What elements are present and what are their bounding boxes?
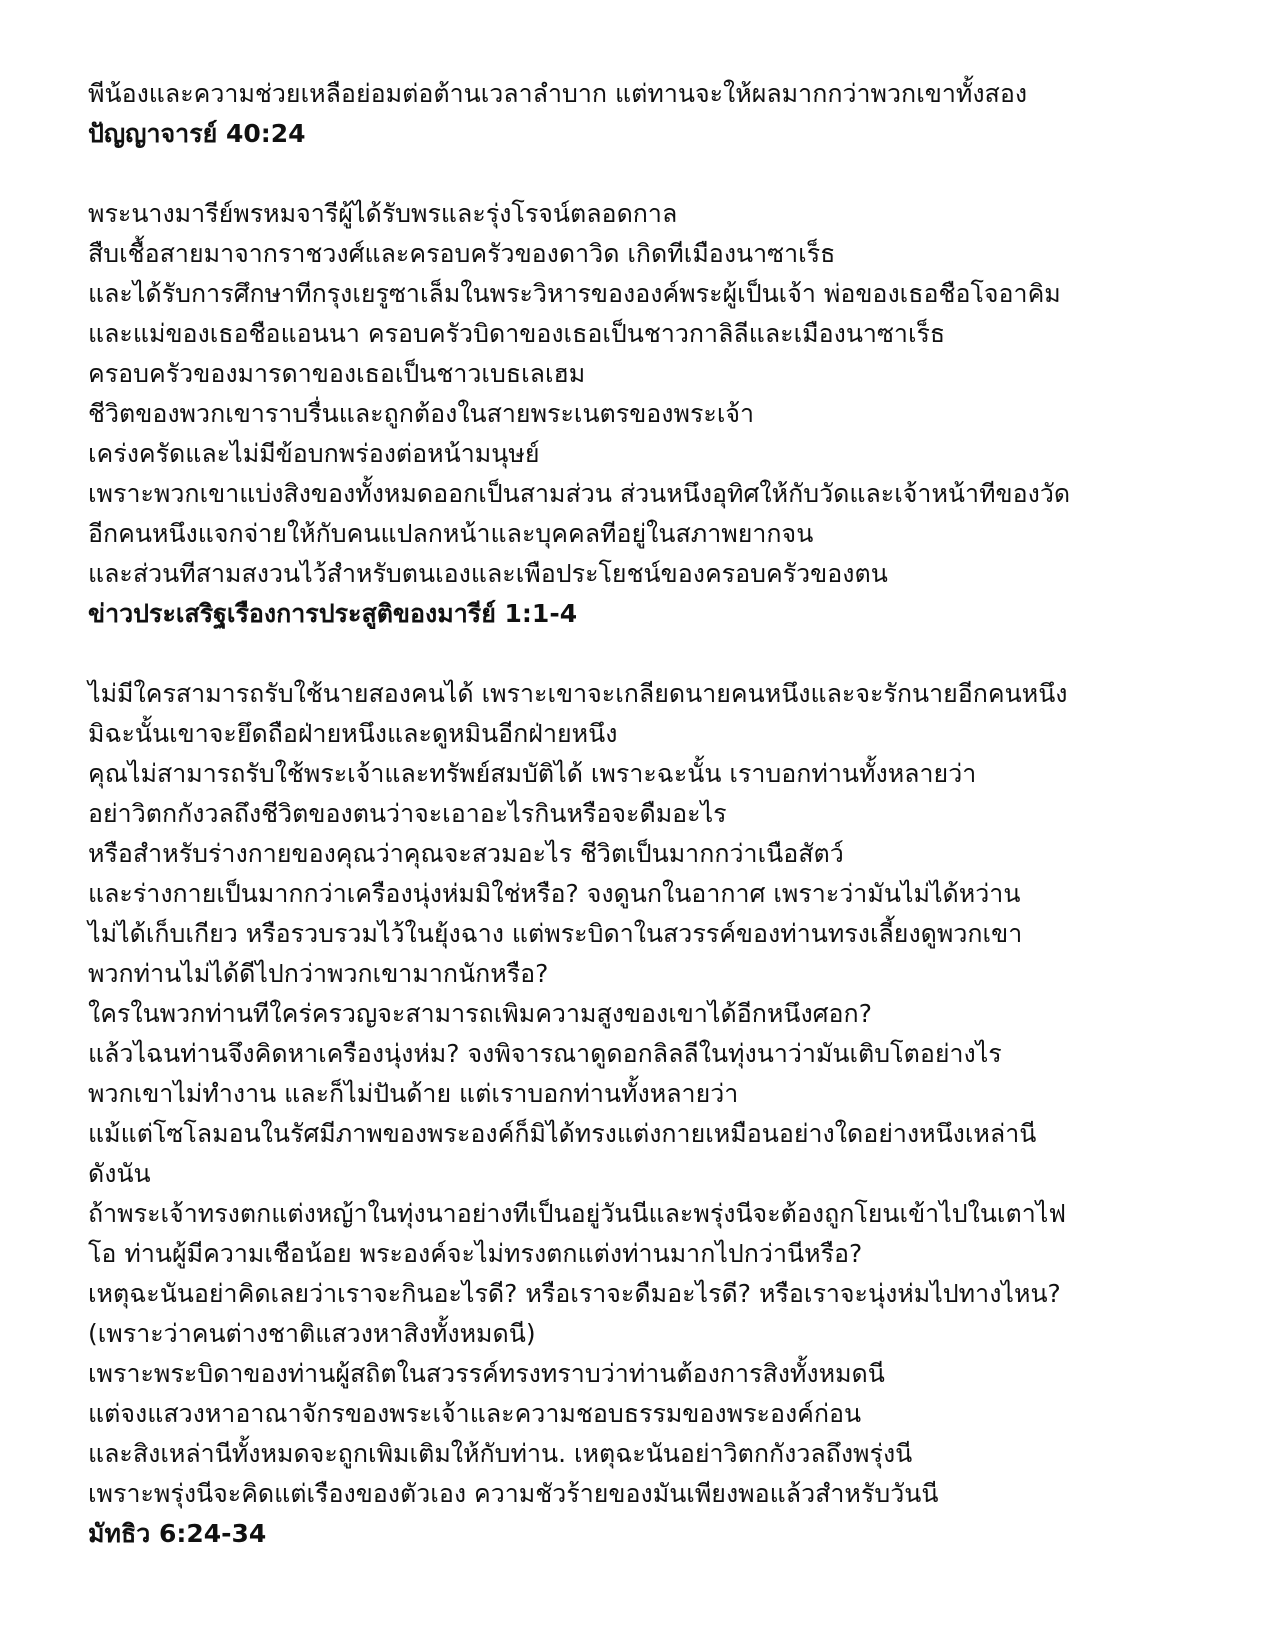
passage-line: มิฉะนั้นเขาจะยึดถือฝ่ายหนึงและดูหมินอีกฝ่ายหนึง — [88, 719, 618, 748]
passage-ecclesiasticus — [88, 74, 1238, 154]
passage-line: เพราะพระบิดาของท่านผู้สถิตในสวรรค์ทรงทราบว่าท่านต้องการสิงทั้งหมดนี — [88, 1359, 885, 1388]
passage-line: แต่จงแสวงหาอาณาจักรของพระเจ้าและความชอบธรรมของพระองค์ก่อน — [88, 1399, 862, 1428]
passage-line: ถ้าพระเจ้าทรงตกแต่งหญ้าในทุ่งนาอย่างทีเป็นอยู่วันนีและพรุ่งนีจะต้องถูกโยนเข้าไปในเตาไฟ — [88, 1199, 1067, 1228]
passage-line: คุณไม่สามารถรับใช้พระเจ้าและทรัพย์สมบัติได้ เพราะฉะนั้น เราบอกท่านทั้งหลายว่า — [88, 759, 977, 788]
passage-line: พระนางมารีย์พรหมจารีผู้ได้รับพรและรุ่งโรจน์ตลอดกาล — [88, 199, 678, 228]
passage-line: และร่างกายเป็นมากกว่าเครืองนุ่งห่มมิใช่หรือ? จงดูนกในอากาศ เพราะว่ามันไม่ได้หว่าน — [88, 879, 1021, 908]
passage-line: (เพราะว่าคนต่างชาติแสวงหาสิงทั้งหมดนี) — [88, 1319, 536, 1348]
passage-gospel-of-mary — [88, 194, 1238, 634]
passage-line: อย่าวิตกกังวลถึงชีวิตของตนว่าจะเอาอะไรกินหรือจะดืมอะไร — [88, 799, 727, 828]
passage-line: เพราะพวกเขาแบ่งสิงของทั้งหมดออกเป็นสามส่วน ส่วนหนึงอุทิศให้กับวัดและเจ้าหน้าทีของวัด — [88, 479, 1071, 508]
scripture-reference: ปัญญาจารย์ 40:24 — [88, 119, 306, 148]
passage-line: ใครในพวกท่านทีใคร่ครวญจะสามารถเพิมความสูงของเขาได้อีกหนึงศอก? — [88, 999, 872, 1028]
passage-line: พวกท่านไม่ได้ดีไปกว่าพวกเขามากนักหรือ? — [88, 959, 549, 988]
passage-line: ไม่ได้เก็บเกียว หรือรวบรวมไว้ในยุ้งฉาง แต่พระบิดาในสวรรค์ของท่านทรงเลี้ยงดูพวกเขา — [88, 919, 1023, 948]
passage-line: สืบเชื้อสายมาจากราชวงศ์และครอบครัวของดาวิด เกิดทีเมืองนาซาเร็ธ — [88, 239, 836, 268]
document-page — [88, 74, 1238, 1554]
passage-line: ครอบครัวของมารดาของเธอเป็นชาวเบธเลเฮม — [88, 359, 586, 388]
passage-line: แม้แต่โซโลมอนในรัศมีภาพของพระองค์ก็มิได้ทรงแต่งกายเหมือนอย่างใดอย่างหนึงเหล่านี — [88, 1119, 1037, 1148]
passage-line: ไม่มีใครสามารถรับใช้นายสองคนได้ เพราะเขาจะเกลียดนายคนหนึงและจะรักนายอีกคนหนึง — [88, 679, 1068, 708]
passage-line: เพราะพรุ่งนีจะคิดแต่เรืองของตัวเอง ความชัวร้ายของมันเพียงพอแล้วสำหรับวันนี — [88, 1479, 939, 1508]
passage-line: แล้วไฉนท่านจึงคิดหาเครืองนุ่งห่ม? จงพิจารณาดูดอกลิลลีในทุ่งนาว่ามันเติบโตอย่างไร — [88, 1039, 1002, 1068]
passage-line: อีกคนหนึงแจกจ่ายให้กับคนแปลกหน้าและบุคคลทีอยู่ในสภาพยากจน — [88, 519, 814, 548]
passage-line: โอ ท่านผู้มีความเชือน้อย พระองค์จะไม่ทรงตกแต่งท่านมากไปกว่านีหรือ? — [88, 1239, 863, 1268]
passage-line: พวกเขาไม่ทำงาน และก็ไม่ปันด้าย แต่เราบอกท่านทั้งหลายว่า — [88, 1079, 739, 1108]
passage-line: และได้รับการศึกษาทีกรุงเยรูซาเล็มในพระวิหารขององค์พระผู้เป็นเจ้า พ่อของเธอชือโจอาคิม — [88, 279, 1061, 308]
passage-line: เหตุฉะนันอย่าคิดเลยว่าเราจะกินอะไรดี? หรือเราจะดืมอะไรดี? หรือเราจะนุ่งห่มไปทางไหน? — [88, 1279, 1061, 1308]
passage-line: พีน้องและความช่วยเหลือย่อมต่อต้านเวลาลำบาก แต่ทานจะให้ผลมากกว่าพวกเขาทั้งสอง — [88, 79, 1028, 108]
passage-line: และส่วนทีสามสงวนไว้สำหรับตนเองและเพือประโยชน์ของครอบครัวของตน — [88, 559, 888, 588]
scripture-reference: มัทธิว 6:24-34 — [88, 1519, 267, 1548]
passage-matthew — [88, 674, 1238, 1554]
passage-line: หรือสำหรับร่างกายของคุณว่าคุณจะสวมอะไร ชีวิตเป็นมากกว่าเนือสัตว์ — [88, 839, 844, 868]
scripture-reference: ข่าวประเสริฐเรืองการประสูติของมารีย์ 1:1-4 — [88, 599, 578, 628]
passage-line: และสิงเหล่านีทั้งหมดจะถูกเพิมเติมให้กับท่าน. เหตุฉะนันอย่าวิตกกังวลถึงพรุ่งนี — [88, 1439, 913, 1468]
passage-line: ดังนัน — [88, 1159, 151, 1188]
passage-line: ชีวิตของพวกเขาราบรื่นและถูกต้องในสายพระเนตรของพระเจ้า — [88, 399, 755, 428]
passage-line: และแม่ของเธอชือแอนนา ครอบครัวบิดาของเธอเป็นชาวกาลิลีและเมืองนาซาเร็ธ — [88, 319, 946, 348]
passage-line: เคร่งครัดและไม่มีข้อบกพร่องต่อหน้ามนุษย์ — [88, 439, 540, 468]
